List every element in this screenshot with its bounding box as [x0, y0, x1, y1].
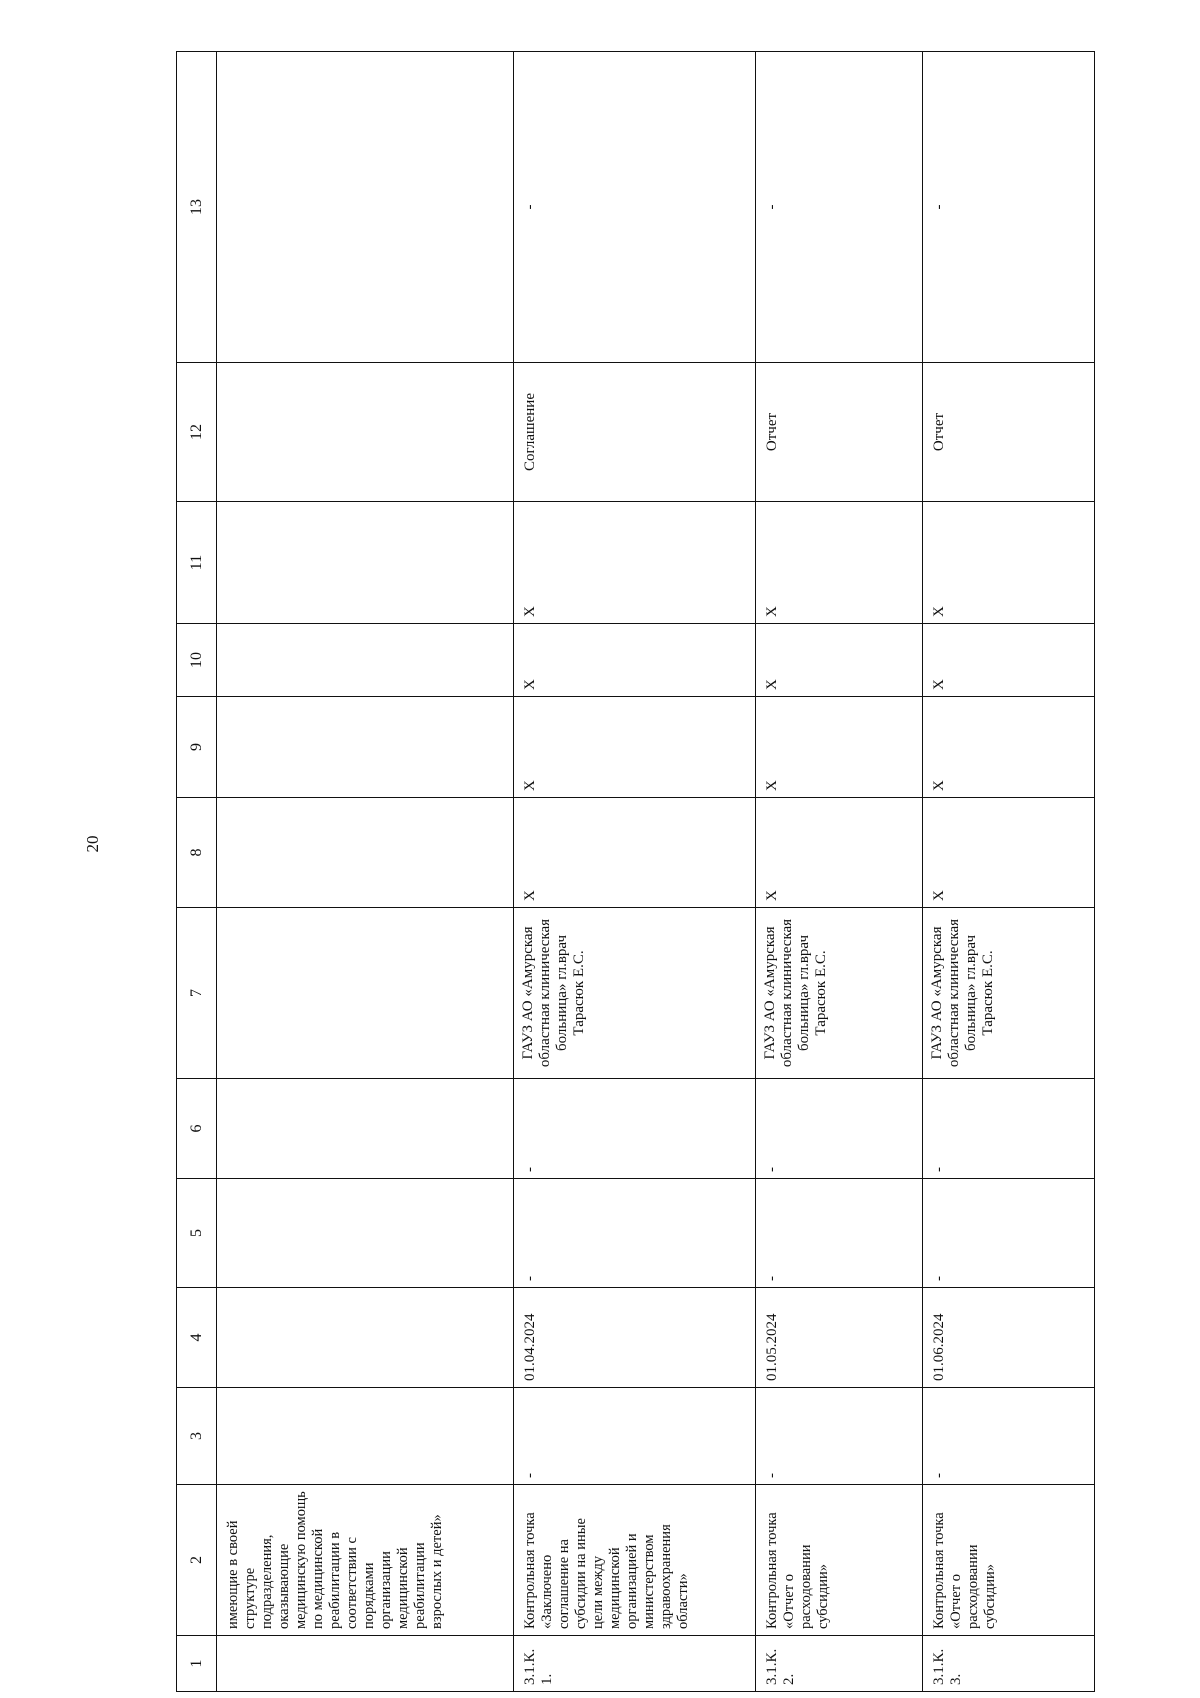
column-header-9: 9 [177, 697, 217, 798]
col9-cell: Х [923, 697, 1095, 798]
description-cell: имеющие в своей структуре подразделения, оказывающие медицинскую помощь по медицинской реабилитации в соответствии с порядками организации медицинской реабилитации взрослых и детей» [217, 1485, 514, 1636]
col3-cell: - [923, 1388, 1095, 1485]
row-number-cell: 3.1.К. 1. [514, 1636, 756, 1692]
column-header-6: 6 [177, 1079, 217, 1179]
col13-cell: - [756, 52, 923, 363]
page-number: 20 [83, 835, 102, 853]
document-type-cell: Соглашение [514, 363, 756, 502]
document-type-cell [217, 363, 514, 502]
description-cell: Контрольная точка «Заключено соглашение на субсидии на иные цели между медицинской организацией и министерством здравоохранения области» [514, 1485, 756, 1636]
date-cell: 01.05.2024 [756, 1288, 923, 1388]
column-header-13: 13 [177, 52, 217, 363]
rotated-sheet [176, 52, 1094, 1692]
col6-cell: - [756, 1079, 923, 1179]
schedule-table [176, 51, 1095, 1692]
col11-cell: Х [756, 502, 923, 624]
column-header-1: 1 [177, 1636, 217, 1692]
col11-cell: Х [514, 502, 756, 624]
description-cell: Контрольная точка «Отчет о расходовании субсидии» [923, 1485, 1095, 1636]
col8-cell [217, 798, 514, 908]
column-header-3: 3 [177, 1388, 217, 1485]
col5-cell: - [923, 1179, 1095, 1288]
date-cell: 01.06.2024 [923, 1288, 1095, 1388]
column-header-row [177, 52, 217, 1692]
col11-cell [217, 502, 514, 624]
row-number-cell: 3.1.К. 2. [756, 1636, 923, 1692]
date-cell [217, 1288, 514, 1388]
column-header-7: 7 [177, 908, 217, 1079]
col10-cell [217, 624, 514, 697]
table-row [756, 52, 923, 1692]
document-type-cell: Отчет [756, 363, 923, 502]
col8-cell: Х [514, 798, 756, 908]
table-row [923, 52, 1095, 1692]
responsible-cell [217, 908, 514, 1079]
table-row [514, 52, 756, 1692]
col13-cell: - [514, 52, 756, 363]
col5-cell: - [514, 1179, 756, 1288]
col3-cell: - [514, 1388, 756, 1485]
col3-cell [217, 1388, 514, 1485]
row-number-cell [217, 1636, 514, 1692]
col10-cell: Х [514, 624, 756, 697]
responsible-cell: ГАУЗ АО «Амурская областная клиническая больница» гл.врач Тарасюк Е.С. [514, 908, 756, 1079]
col11-cell: Х [923, 502, 1095, 624]
description-cell: Контрольная точка «Отчет о расходовании субсидии» [756, 1485, 923, 1636]
col13-cell [217, 52, 514, 363]
column-header-12: 12 [177, 363, 217, 502]
col6-cell: - [923, 1079, 1095, 1179]
date-cell: 01.04.2024 [514, 1288, 756, 1388]
col8-cell: Х [923, 798, 1095, 908]
document-type-cell: Отчет [923, 363, 1095, 502]
col10-cell: Х [756, 624, 923, 697]
col13-cell: - [923, 52, 1095, 363]
column-header-2: 2 [177, 1485, 217, 1636]
column-header-5: 5 [177, 1179, 217, 1288]
col5-cell: - [756, 1179, 923, 1288]
responsible-cell: ГАУЗ АО «Амурская областная клиническая больница» гл.врач Тарасюк Е.С. [756, 908, 923, 1079]
col9-cell: Х [756, 697, 923, 798]
row-number-cell: 3.1.К. 3. [923, 1636, 1095, 1692]
col10-cell: Х [923, 624, 1095, 697]
col9-cell [217, 697, 514, 798]
column-header-4: 4 [177, 1288, 217, 1388]
column-header-8: 8 [177, 798, 217, 908]
column-header-10: 10 [177, 624, 217, 697]
col9-cell: Х [514, 697, 756, 798]
col3-cell: - [756, 1388, 923, 1485]
col6-cell: - [514, 1079, 756, 1179]
col5-cell [217, 1179, 514, 1288]
table-row [217, 52, 514, 1692]
responsible-cell: ГАУЗ АО «Амурская областная клиническая больница» гл.врач Тарасюк Е.С. [923, 908, 1095, 1079]
column-header-11: 11 [177, 502, 217, 624]
col6-cell [217, 1079, 514, 1179]
col8-cell: Х [756, 798, 923, 908]
